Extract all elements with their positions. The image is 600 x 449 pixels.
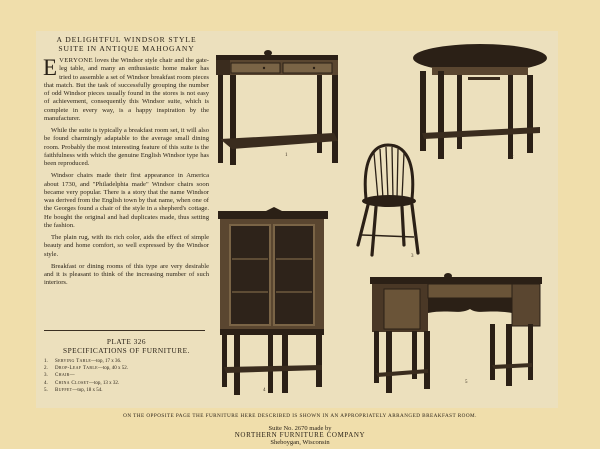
buffet-figure <box>368 269 544 399</box>
article-title <box>44 35 209 53</box>
paragraph-2: While the suite is typically a breakfast room set, it will also be found charmingly adaptable to the average small dining room. Probably the most interesting feature of this suite is the faithfulness with which the genuine English Windsor type has been reproduced. <box>44 127 209 167</box>
article-column <box>44 35 209 292</box>
maker-credit <box>0 425 600 446</box>
spec-name: Chair <box>55 373 70 379</box>
spec-detail: —top, 13 x 32. <box>88 380 120 386</box>
spec-detail: —top, 40 x 52. <box>97 366 128 372</box>
spec-item <box>44 365 209 372</box>
title-line-1: A DELIGHTFUL WINDSOR STYLE <box>56 35 197 44</box>
paragraph-3: Windsor chairs made their first appearance in America about 1730, and "Philadelphia made" Windsor chairs soon became very popular. There is a story that the name Windsor was derived from the English town by that name, when one of the Georges found a chair of the style in a shepherd's cottage. He bought the original and had duplicates made, thus setting the fashion. <box>44 172 209 229</box>
figure-number-3: 3 <box>411 254 414 259</box>
spec-item <box>44 387 209 394</box>
paragraph-4: The plain rug, with its rich color, aids the effect of simple beauty and home comfort, so well expressed by the Windsor style. <box>44 234 209 258</box>
serving-table-figure <box>214 45 340 165</box>
drop-cap: E <box>43 55 58 80</box>
china-closet-figure <box>216 207 330 397</box>
specifications-list <box>44 358 209 394</box>
drop-leaf-table-illustration <box>412 41 548 161</box>
windsor-chair-figure <box>356 141 422 257</box>
serving-table-illustration <box>214 45 340 165</box>
company-name: NORTHERN FURNITURE COMPANY <box>234 431 366 439</box>
spec-name: Drop-Leaf Table <box>55 366 98 372</box>
spec-item <box>44 380 209 387</box>
spec-detail: —top, 17 x 36. <box>91 359 122 364</box>
paragraph-1 <box>44 57 209 123</box>
spec-name: Serving Table <box>55 359 92 364</box>
title-line-2: SUITE IN ANTIQUE MAHOGANY <box>58 44 195 53</box>
spec-name: China Closet <box>55 380 89 386</box>
spec-num: 1. <box>44 359 48 364</box>
windsor-chair-illustration <box>356 141 422 257</box>
company-location: Sheboygan, Wisconsin <box>270 439 330 446</box>
figure-number-2: 2 <box>511 155 514 160</box>
spec-num: 4. <box>44 380 48 386</box>
china-closet-illustration <box>216 207 330 397</box>
specifications-heading: SPECIFICATIONS OF FURNITURE. <box>63 346 190 355</box>
figure-number-1: 1 <box>285 153 288 158</box>
specifications <box>44 337 209 394</box>
drop-leaf-table-figure <box>412 41 548 161</box>
first-word: VERYONE <box>59 57 93 64</box>
paragraph-1-text: loves the Windsor style chair and the gate-leg table, and many an enthusiastic home maker has tried to assemble a set of Windsor breakfast room pieces that match. But the task of successfully grouping the number of odd Windsor pieces usually found in the stores is not easy of achievement, consequently this Windsor suite, which is complete in every way, is a happy inspiration by the manufacturer. <box>44 57 209 122</box>
section-divider <box>44 330 205 331</box>
figure-number-4: 4 <box>263 388 266 393</box>
buffet-illustration <box>368 269 544 399</box>
spec-detail: —top, 18 x 54. <box>72 387 103 393</box>
spec-num: 2. <box>44 366 48 372</box>
spec-item <box>44 358 209 365</box>
spec-detail: — <box>69 373 75 379</box>
spec-num: 5. <box>44 387 48 393</box>
spec-num: 3. <box>44 373 48 379</box>
plate-number: PLATE 326 <box>106 337 147 346</box>
plate-inset <box>36 31 558 408</box>
figure-number-5: 5 <box>465 380 468 385</box>
spec-name: Buffet <box>55 387 73 393</box>
spec-item <box>44 372 209 379</box>
paragraph-5: Breakfast or dining rooms of this type are very desirable and it is pleasant to think of the increasing number of such interiors. <box>44 262 209 287</box>
suite-line: Suite No. 2670 made by <box>268 425 332 432</box>
footer-caption: ON THE OPPOSITE PAGE THE FURNITURE HERE DESCRIBED IS SHOWN IN AN APPROPRIATELY ARRANGED BREAKFAST ROOM. <box>123 413 477 419</box>
